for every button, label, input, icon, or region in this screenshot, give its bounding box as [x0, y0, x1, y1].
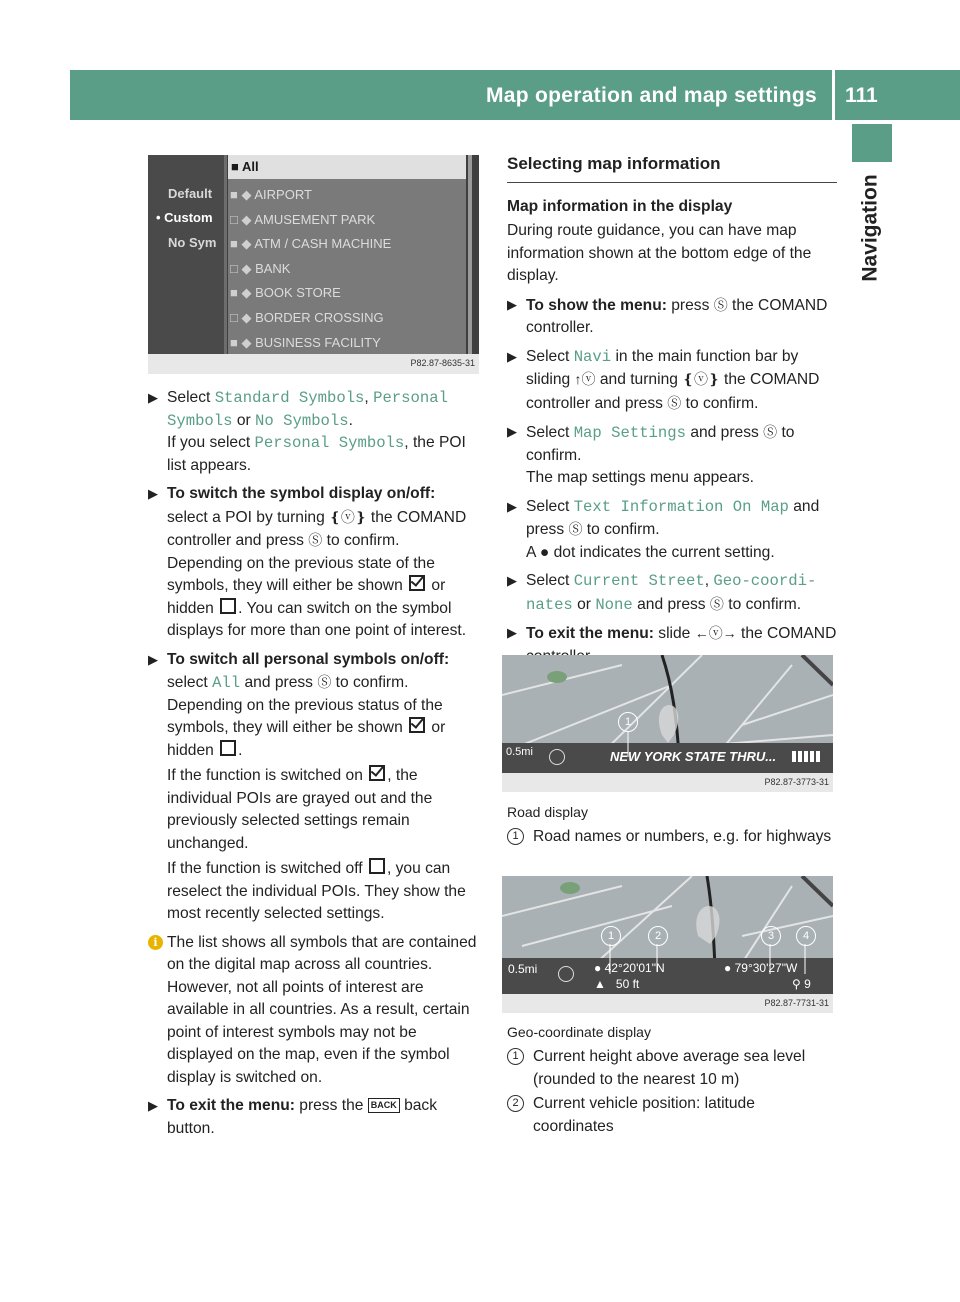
- menu-item-current-street: Current Street: [573, 572, 705, 590]
- poi-list-label: AIRPORT: [254, 187, 312, 202]
- signal-bars-icon: [792, 751, 820, 762]
- legend-2: 1 Current height above average sea level (rounded to the nearest 10 m): [507, 1046, 827, 1091]
- step-exit-menu: ▶ To exit the menu: press the BACK back button.: [148, 1097, 438, 1137]
- compass-icon: [549, 749, 565, 765]
- image-code: P82.87-3773-31: [764, 777, 829, 787]
- checked-box-icon: [409, 575, 425, 591]
- poi-list-label: BUSINESS FACILITY: [255, 334, 381, 350]
- unchecked-box-icon: [220, 740, 236, 756]
- checkbox-icon: ■ ◆: [230, 285, 256, 301]
- menu-item-all: All: [212, 674, 241, 692]
- step-arrow-icon: ▶: [148, 651, 158, 667]
- checked-box-icon: [369, 765, 385, 781]
- checkbox-icon: □ ◆: [230, 260, 256, 276]
- press-controller-icon: Ⓢ: [763, 424, 778, 440]
- press-controller-icon: Ⓢ: [667, 394, 682, 411]
- step-arrow-icon: ▶: [507, 296, 517, 312]
- height-value: ▲ 50 ft: [594, 977, 640, 991]
- press-controller-icon: Ⓢ: [709, 595, 724, 612]
- info-icon: i: [148, 935, 163, 950]
- compass-icon: [558, 966, 574, 982]
- left-column: [148, 387, 483, 1146]
- step-map-settings: ▶ Select Map Settings and press Ⓢ to confirm. The map settings menu appears.: [507, 421, 837, 490]
- poi-list-item[interactable]: [230, 183, 466, 208]
- rotate-controller-icon: ❴ⓥ❵: [682, 371, 720, 387]
- subsection-heading: Map information in the display: [507, 197, 733, 215]
- info-note: i The list shows all symbols that are contained on the digital map across all countries. However, not all points of interest are available in all countries. As a result, certain point of interest symbols may not be displayed on the map, even if the symbol display is switched on.: [148, 932, 483, 1090]
- legend-1: 1 Road names or numbers, e.g. for highways: [507, 826, 853, 849]
- satellites-value: ⚲ 9: [792, 977, 811, 991]
- legend-number: 2: [507, 1095, 524, 1112]
- section-tab: [858, 170, 891, 300]
- checkbox-icon: □ ◆: [230, 211, 255, 227]
- section-heading: Selecting map information: [507, 154, 721, 173]
- road-display-screenshot: [502, 655, 833, 792]
- step-text-info: ▶ Select Text Information On Map and press Ⓢ to confirm. A ● dot indicates the current setting.: [507, 497, 820, 561]
- step-select-navi: ▶ Select Navi in the main function bar by sliding ↑ⓥ and turning ❴ⓥ❵ the COMAND controller and press Ⓢ to confirm.: [507, 346, 837, 416]
- map-scale: 0.5mi: [506, 746, 533, 758]
- checkbox-icon: ■ ◆: [230, 334, 256, 350]
- legend-3: 2 Current vehicle position: latitude coordinates: [507, 1093, 827, 1138]
- press-controller-icon: Ⓢ: [713, 296, 728, 313]
- marker-4: 4: [796, 926, 816, 946]
- checkbox-icon: ■ ◆: [230, 236, 255, 252]
- poi-list-label: BORDER CROSSING: [255, 309, 384, 325]
- header-divider: [832, 70, 835, 120]
- satellites-text: 9: [804, 977, 811, 991]
- height-text: 50 ft: [615, 977, 640, 991]
- step-select-symbols: ▶ Select Standard Symbols, Personal Symbols or No Symbols. If you select Personal Symbols, the POI list appears.: [148, 389, 466, 474]
- option-no-symbols[interactable]: No Sym: [168, 235, 217, 250]
- step-toggle-symbol: ▶ To switch the symbol display on/off: select a POI by turning ❴ⓥ❵ the COMAND controller and press Ⓢ to confirm. Depending on the previous state of the symbols, they will either be shown or hidden . You can switch on the symbol displays for more than one point of interest.: [148, 485, 467, 639]
- image-code: P82.87-7731-31: [764, 998, 829, 1008]
- option-custom-label: Custom: [164, 210, 213, 225]
- list-item-all[interactable]: ■ All: [231, 159, 259, 174]
- poi-list-label: BOOK STORE: [255, 285, 341, 301]
- longitude-text: 79°30'27"W: [734, 961, 798, 975]
- press-controller-icon: Ⓢ: [568, 521, 583, 537]
- step-arrow-icon: ▶: [148, 486, 158, 501]
- checkbox-icon: □ ◆: [230, 309, 256, 325]
- map-scale: 0.5mi: [508, 962, 538, 976]
- step-toggle-all: ▶ To switch all personal symbols on/off: select All and press Ⓢ to confirm. Depending on the previous status of the symbols, they will either be shown or hidden . If the function is switched on , the individual POIs are grayed out and the previously selected settings remain unchanged. If the function is switched off , you can reselect the individual POIs. They show the most recently selected settings.: [148, 650, 466, 922]
- menu-item-standard-symbols: Standard Symbols: [214, 389, 365, 407]
- menu-item-nates: nates: [526, 595, 573, 614]
- poi-list-item[interactable]: [230, 281, 466, 306]
- menu-item-none: None: [595, 595, 633, 614]
- step-arrow-icon: ▶: [507, 625, 517, 640]
- menu-item-map-settings: Map Settings: [573, 424, 686, 442]
- step-exit-menu-right: ▶ To exit the menu: slide ←ⓥ→ the COMAND: [507, 622, 837, 668]
- step-arrow-icon: ▶: [507, 348, 517, 364]
- marker-3: 3: [761, 926, 781, 946]
- menu-item-geo-coordinates: Geo-coordi-: [713, 572, 817, 590]
- poi-symbols-screenshot: [148, 155, 479, 374]
- press-controller-icon: Ⓢ: [308, 532, 323, 548]
- legend-number: 1: [507, 828, 524, 845]
- list-item-label: All: [241, 159, 259, 174]
- menu-item-personal-symbols: Personal Symbols: [254, 434, 405, 452]
- poi-list-item[interactable]: [230, 257, 466, 282]
- poi-list-item[interactable]: [230, 208, 466, 233]
- menu-item-text-information: Text Information On Map: [573, 497, 789, 516]
- checked-box-icon: [409, 717, 425, 733]
- unchecked-box-icon: [220, 598, 236, 614]
- section-marker: [852, 124, 892, 162]
- rotate-controller-icon: ❴ⓥ❵: [329, 508, 367, 525]
- menu-item-symbols: Symbols: [167, 411, 233, 430]
- option-default[interactable]: Default: [168, 186, 213, 201]
- step-arrow-icon: ▶: [148, 1098, 158, 1113]
- step-arrow-icon: ▶: [148, 390, 158, 405]
- latitude-value: ● 42°20'01"N: [594, 961, 665, 975]
- step-select-info-type: ▶ Select Current Street, Geo-coordi- nates or None and press Ⓢ to confirm.: [507, 572, 817, 614]
- legend-geo: [507, 1046, 827, 1138]
- press-controller-icon: Ⓢ: [317, 674, 332, 690]
- latitude-text: 42°20'01"N: [604, 961, 665, 975]
- poi-list-label: ATM / CASH MACHINE: [254, 236, 392, 252]
- unchecked-box-icon: [369, 858, 385, 874]
- image-code: P82.87-8635-31: [410, 358, 475, 368]
- page-title: Map operation and map settings: [485, 84, 817, 107]
- page-number: 111: [845, 84, 878, 107]
- marker-1: 1: [601, 926, 621, 946]
- checkbox-icon: ■ ◆: [230, 187, 255, 202]
- step-show-menu: ▶ To show the menu: press Ⓢ the COMAND controller.: [507, 294, 837, 340]
- poi-list-item[interactable]: [230, 306, 466, 331]
- right-column: [507, 153, 837, 674]
- poi-list-item[interactable]: [230, 331, 466, 356]
- menu-item-no-symbols: No Symbols: [255, 411, 349, 430]
- geo-coordinate-screenshot: [502, 876, 833, 1013]
- section-tab-label: Navigation: [858, 174, 882, 282]
- option-custom[interactable]: • Custom: [156, 210, 213, 225]
- poi-list: [230, 183, 466, 355]
- slide-controller-icon: ↑ⓥ: [574, 371, 596, 387]
- marker-1: 1: [618, 712, 638, 732]
- caption-geo-display: Geo-coordinate display: [507, 1024, 651, 1040]
- poi-list-label: AMUSEMENT PARK: [254, 211, 376, 227]
- street-name: NEW YORK STATE THRU...: [610, 749, 777, 764]
- caption-road-display: Road display: [507, 804, 588, 820]
- legend-number: 1: [507, 1048, 524, 1065]
- poi-list-item[interactable]: [230, 232, 466, 257]
- back-key-icon: BACK: [368, 1098, 400, 1113]
- menu-item-navi: Navi: [573, 347, 612, 366]
- step-arrow-icon: ▶: [507, 573, 517, 588]
- marker-2: 2: [648, 926, 668, 946]
- menu-item-personal: Personal: [373, 389, 448, 407]
- step-arrow-icon: ▶: [507, 498, 517, 514]
- poi-list-label: BANK: [255, 260, 291, 276]
- step-arrow-icon: ▶: [507, 424, 517, 439]
- slide-controller-icon: ←ⓥ→: [694, 625, 737, 641]
- longitude-value: ● 79°30'27"W: [724, 961, 798, 975]
- intro-text: During route guidance, you can have map information shown at the bottom edge of the display.: [507, 222, 812, 284]
